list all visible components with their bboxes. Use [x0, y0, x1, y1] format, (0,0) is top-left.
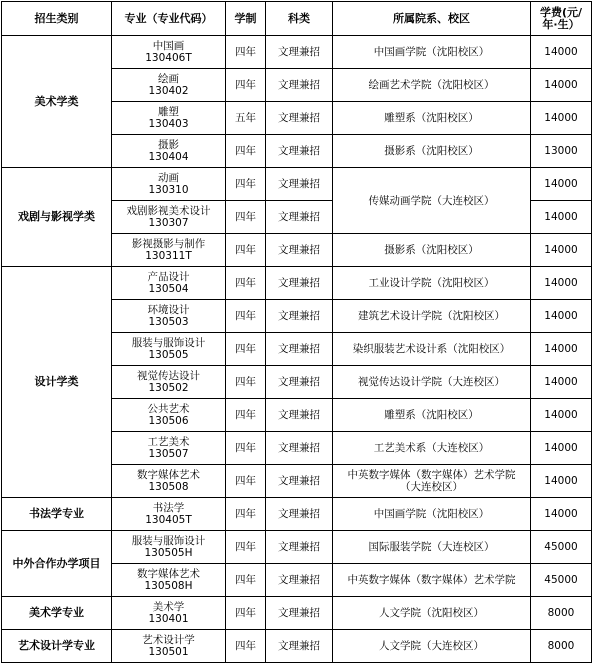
- major-name: 数字媒体艺术: [137, 469, 200, 481]
- table-row: [2, 630, 592, 663]
- major-cell: [112, 366, 226, 399]
- fee-cell: 14000: [531, 267, 592, 300]
- school-cell: 雕塑系（沈阳校区）: [333, 399, 531, 432]
- table-row: [2, 168, 592, 201]
- category-cell: 戏剧与影视学类: [2, 168, 112, 267]
- major-cell: [112, 267, 226, 300]
- major-cell: [112, 630, 226, 663]
- subject-cell: 文理兼招: [266, 564, 333, 597]
- subject-cell: 文理兼招: [266, 630, 333, 663]
- major-code: 130507: [148, 448, 189, 460]
- header-category: 招生类别: [2, 2, 112, 36]
- subject-cell: 文理兼招: [266, 36, 333, 69]
- school-cell: 国际服装学院（大连校区）: [333, 531, 531, 564]
- school-cell: 工艺美术系（大连校区）: [333, 432, 531, 465]
- fee-cell: 14000: [531, 168, 592, 201]
- major-code: 130505: [148, 349, 189, 361]
- subject-cell: 文理兼招: [266, 69, 333, 102]
- major-code: 130404: [148, 151, 189, 163]
- category-cell: 设计学类: [2, 267, 112, 498]
- table-row: [2, 267, 592, 300]
- header-row: [2, 2, 592, 36]
- duration-cell: 四年: [226, 366, 266, 399]
- major-name: 数字媒体艺术: [137, 568, 200, 580]
- subject-cell: 文理兼招: [266, 168, 333, 201]
- duration-cell: 四年: [226, 267, 266, 300]
- school-cell: [333, 465, 531, 498]
- category-cell: 美术学类: [2, 36, 112, 168]
- major-name: 环境设计: [147, 304, 190, 316]
- school-cell: 人文学院（大连校区）: [333, 630, 531, 663]
- duration-cell: 四年: [226, 201, 266, 234]
- major-name: 雕塑: [158, 106, 179, 118]
- school-cell: 视觉传达设计学院（大连校区）: [333, 366, 531, 399]
- header-duration: 学制: [226, 2, 266, 36]
- subject-cell: 文理兼招: [266, 498, 333, 531]
- fee-cell: 45000: [531, 564, 592, 597]
- fee-cell: 14000: [531, 69, 592, 102]
- duration-cell: 四年: [226, 498, 266, 531]
- duration-cell: 四年: [226, 597, 266, 630]
- duration-cell: 四年: [226, 234, 266, 267]
- duration-cell: 四年: [226, 333, 266, 366]
- major-code: 130307: [148, 217, 189, 229]
- school-cell: 摄影系（沈阳校区）: [333, 135, 531, 168]
- school-cell: 染织服装艺术设计系（沈阳校区）: [333, 333, 531, 366]
- school-line2: （大连校区）: [400, 481, 463, 493]
- fee-cell: 14000: [531, 465, 592, 498]
- major-name: 绘画: [158, 73, 179, 85]
- duration-cell: 四年: [226, 564, 266, 597]
- major-cell: [112, 597, 226, 630]
- fee-cell: 8000: [531, 597, 592, 630]
- subject-cell: 文理兼招: [266, 267, 333, 300]
- major-cell: [112, 564, 226, 597]
- major-cell: [112, 333, 226, 366]
- major-cell: [112, 36, 226, 69]
- major-code: 130401: [148, 613, 189, 625]
- category-cell: 中外合作办学项目: [2, 531, 112, 597]
- fee-cell: 14000: [531, 333, 592, 366]
- subject-cell: 文理兼招: [266, 399, 333, 432]
- subject-cell: 文理兼招: [266, 333, 333, 366]
- major-name: 服装与服饰设计: [131, 535, 206, 547]
- subject-cell: 文理兼招: [266, 135, 333, 168]
- major-cell: [112, 465, 226, 498]
- header-fee-line1: 学费(元/: [539, 5, 583, 19]
- major-cell: [112, 432, 226, 465]
- major-code: 130406T: [145, 52, 192, 64]
- fee-cell: 14000: [531, 201, 592, 234]
- major-code: 130405T: [145, 514, 192, 526]
- fee-cell: 14000: [531, 300, 592, 333]
- major-code: 130505H: [144, 547, 193, 559]
- major-code: 130311T: [145, 250, 192, 262]
- major-code: 130504: [148, 283, 189, 295]
- major-name: 艺术设计学: [142, 634, 195, 646]
- subject-cell: 文理兼招: [266, 366, 333, 399]
- category-cell: 艺术设计学专业: [2, 630, 112, 663]
- subject-cell: 文理兼招: [266, 201, 333, 234]
- school-cell: 工业设计学院（沈阳校区）: [333, 267, 531, 300]
- header-major: 专业（专业代码）: [112, 2, 226, 36]
- duration-cell: 四年: [226, 36, 266, 69]
- subject-cell: 文理兼招: [266, 432, 333, 465]
- school-cell: 中国画学院（沈阳校区）: [333, 36, 531, 69]
- major-name: 动画: [158, 172, 179, 184]
- major-name: 影视摄影与制作: [131, 238, 206, 250]
- header-fee-line2: 年·生）: [542, 17, 580, 31]
- major-name: 戏剧影视美术设计: [126, 205, 211, 217]
- subject-cell: 文理兼招: [266, 531, 333, 564]
- school-cell: 传媒动画学院（大连校区）: [333, 168, 531, 234]
- major-code: 130402: [148, 85, 189, 97]
- school-cell: 人文学院（沈阳校区）: [333, 597, 531, 630]
- major-name: 中国画: [152, 40, 185, 52]
- table-row: [2, 597, 592, 630]
- major-cell: [112, 399, 226, 432]
- major-name: 服装与服饰设计: [131, 337, 206, 349]
- fee-cell: 14000: [531, 366, 592, 399]
- table-row: [2, 498, 592, 531]
- major-cell: [112, 102, 226, 135]
- duration-cell: 五年: [226, 102, 266, 135]
- category-cell: 美术学专业: [2, 597, 112, 630]
- major-cell: [112, 168, 226, 201]
- table-row: [2, 531, 592, 564]
- major-code: 130503: [148, 316, 189, 328]
- duration-cell: 四年: [226, 465, 266, 498]
- fee-cell: 13000: [531, 135, 592, 168]
- fee-cell: 14000: [531, 399, 592, 432]
- major-name: 产品设计: [147, 271, 190, 283]
- major-cell: [112, 234, 226, 267]
- school-cell: 中国画学院（沈阳校区）: [333, 498, 531, 531]
- major-name: 书法学: [152, 502, 185, 514]
- subject-cell: 文理兼招: [266, 234, 333, 267]
- category-cell: 书法学专业: [2, 498, 112, 531]
- major-cell: [112, 531, 226, 564]
- major-code: 130508: [148, 481, 189, 493]
- fee-cell: 14000: [531, 234, 592, 267]
- school-cell: 摄影系（沈阳校区）: [333, 234, 531, 267]
- major-name: 工艺美术: [147, 436, 190, 448]
- fee-cell: 8000: [531, 630, 592, 663]
- major-code: 130502: [148, 382, 189, 394]
- header-subject: 科类: [266, 2, 333, 36]
- school-cell: 中英数字媒体（数字媒体）艺术学院: [333, 564, 531, 597]
- school-cell: 雕塑系（沈阳校区）: [333, 102, 531, 135]
- fee-cell: 45000: [531, 531, 592, 564]
- major-name: 摄影: [158, 139, 179, 151]
- fee-cell: 14000: [531, 432, 592, 465]
- major-code: 130508H: [144, 580, 193, 592]
- duration-cell: 四年: [226, 399, 266, 432]
- major-cell: [112, 498, 226, 531]
- school-cell: 建筑艺术设计学院（沈阳校区）: [333, 300, 531, 333]
- fee-cell: 14000: [531, 102, 592, 135]
- major-name: 视觉传达设计: [137, 370, 200, 382]
- major-name: 美术学: [152, 601, 185, 613]
- major-cell: [112, 135, 226, 168]
- subject-cell: 文理兼招: [266, 102, 333, 135]
- school-cell: 绘画艺术学院（沈阳校区）: [333, 69, 531, 102]
- duration-cell: 四年: [226, 531, 266, 564]
- major-name: 公共艺术: [147, 403, 190, 415]
- fee-cell: 14000: [531, 498, 592, 531]
- school-line1: 中英数字媒体（数字媒体）艺术学院: [347, 469, 516, 481]
- duration-cell: 四年: [226, 300, 266, 333]
- major-code: 130310: [148, 184, 189, 196]
- duration-cell: 四年: [226, 168, 266, 201]
- header-fee: [531, 2, 592, 36]
- duration-cell: 四年: [226, 432, 266, 465]
- subject-cell: 文理兼招: [266, 300, 333, 333]
- major-cell: [112, 201, 226, 234]
- fee-cell: 14000: [531, 36, 592, 69]
- major-code: 130403: [148, 118, 189, 130]
- major-cell: [112, 69, 226, 102]
- header-school: 所属院系、校区: [333, 2, 531, 36]
- subject-cell: 文理兼招: [266, 597, 333, 630]
- duration-cell: 四年: [226, 630, 266, 663]
- major-cell: [112, 300, 226, 333]
- subject-cell: 文理兼招: [266, 465, 333, 498]
- table-row: [2, 36, 592, 69]
- duration-cell: 四年: [226, 69, 266, 102]
- major-code: 130501: [148, 646, 189, 658]
- major-code: 130506: [148, 415, 189, 427]
- admissions-table: [1, 1, 592, 663]
- duration-cell: 四年: [226, 135, 266, 168]
